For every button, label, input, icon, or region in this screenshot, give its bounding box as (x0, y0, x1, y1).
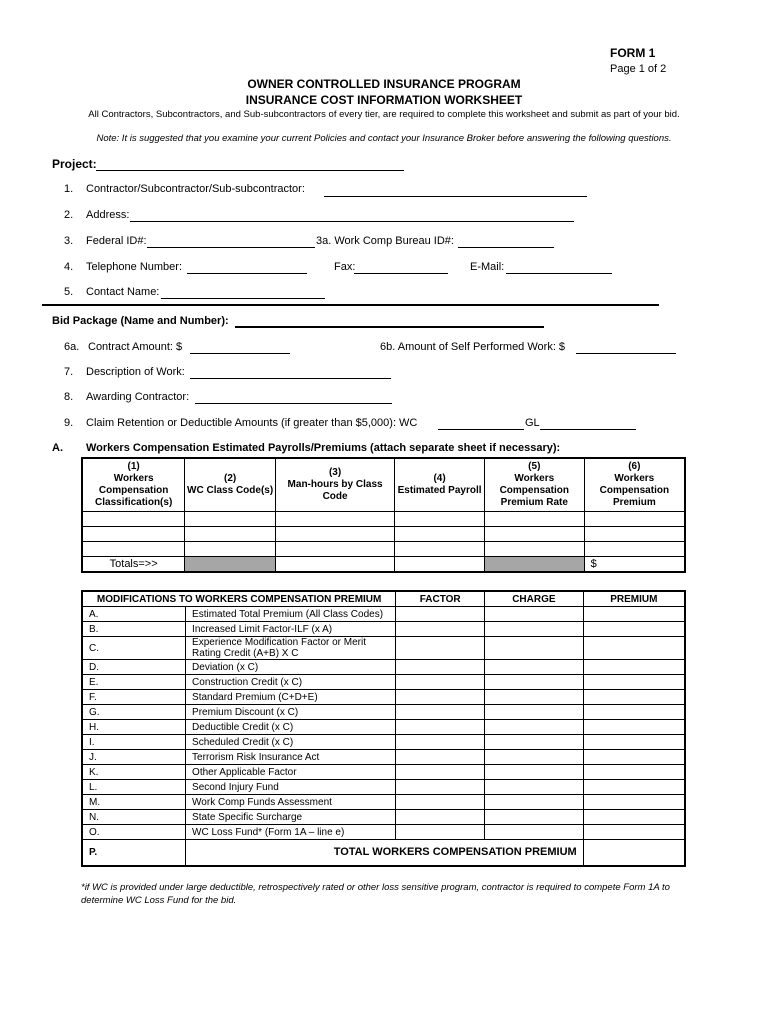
awarding-contractor-label: Awarding Contractor: (86, 391, 190, 403)
item-number: 9. (64, 417, 74, 429)
row-label: Work Comp Funds Assessment (186, 795, 396, 810)
charge-cell[interactable] (485, 765, 584, 780)
table-cell[interactable] (484, 541, 584, 556)
charge-cell[interactable] (485, 780, 584, 795)
project-field[interactable] (96, 170, 404, 171)
factor-cell[interactable] (396, 660, 485, 675)
premium-cell[interactable] (583, 780, 685, 795)
row-label: Experience Modification Factor or Merit Rating Credit (A+B) X C (186, 637, 396, 660)
premium-cell[interactable] (583, 765, 685, 780)
item-number: 3. (64, 235, 74, 247)
charge-cell[interactable] (485, 660, 584, 675)
self-performed-field[interactable] (576, 353, 676, 354)
factor-cell[interactable] (396, 675, 485, 690)
charge-cell[interactable] (485, 735, 584, 750)
total-premium-label: TOTAL WORKERS COMPENSATION PREMIUM (186, 840, 584, 866)
item-number: 2. (64, 209, 74, 221)
row-letter: D. (82, 660, 186, 675)
email-label: E-Mail: (470, 261, 505, 273)
premium-cell[interactable] (583, 675, 685, 690)
premium-cell[interactable] (583, 622, 685, 637)
col-number: (5) (528, 460, 541, 472)
charge-header: CHARGE (485, 591, 584, 607)
charge-cell[interactable] (485, 622, 584, 637)
charge-cell[interactable] (485, 750, 584, 765)
row-label: Other Applicable Factor (186, 765, 396, 780)
item-number: 4. (64, 261, 74, 273)
factor-cell[interactable] (396, 607, 485, 622)
factor-header: FACTOR (396, 591, 485, 607)
address-field[interactable] (130, 221, 574, 222)
modification-row (82, 720, 685, 735)
total-premium-cell[interactable]: $ (584, 556, 685, 572)
row-label: Terrorism Risk Insurance Act (186, 750, 396, 765)
email-field[interactable] (506, 273, 612, 274)
premium-cell[interactable] (583, 825, 685, 840)
table-cell[interactable] (82, 511, 185, 526)
row-label: Deductible Credit (x C) (186, 720, 396, 735)
contract-amount-field[interactable] (190, 353, 290, 354)
charge-cell[interactable] (485, 720, 584, 735)
form-title: OWNER CONTROLLED INSURANCE PROGRAM (247, 77, 521, 91)
totals-label: Totals=>> (82, 556, 185, 572)
col-number: (4) (433, 472, 446, 484)
col-header (395, 458, 485, 511)
modification-row (82, 622, 685, 637)
factor-cell[interactable] (396, 622, 485, 637)
section-letter: A. (52, 442, 63, 454)
form-subtitle: INSURANCE COST INFORMATION WORKSHEET (245, 93, 523, 107)
item-number: 8. (64, 391, 74, 403)
row-letter: G. (82, 705, 186, 720)
premium-cell[interactable] (583, 750, 685, 765)
contact-name-field[interactable] (161, 298, 325, 299)
premium-cell[interactable] (583, 810, 685, 825)
factor-cell[interactable] (396, 780, 485, 795)
modification-row (82, 705, 685, 720)
col-header (185, 458, 276, 511)
row-letter: J. (82, 750, 186, 765)
form-number: FORM 1 (610, 46, 656, 60)
row-letter: K. (82, 765, 186, 780)
table-cell[interactable] (275, 511, 394, 526)
premium-cell[interactable] (583, 637, 685, 660)
col-number: (1) (127, 460, 140, 472)
section-divider (42, 304, 659, 306)
modification-row (82, 795, 685, 810)
row-letter: H. (82, 720, 186, 735)
table-cell[interactable] (584, 526, 685, 541)
section-a-title: Workers Compensation Estimated Payrolls/Premiums (attach separate sheet if necessary): (86, 442, 561, 454)
contractor-field[interactable] (324, 196, 587, 197)
table-cell[interactable] (484, 511, 584, 526)
col-title: Workers Compensation Premium (599, 472, 670, 508)
col-header (275, 458, 394, 511)
table-row[interactable] (82, 541, 685, 556)
premium-cell[interactable] (583, 735, 685, 750)
total-premium-row (82, 840, 685, 866)
row-label: State Specific Surcharge (186, 810, 396, 825)
col-title: WC Class Code(s) (187, 484, 274, 496)
table-row[interactable] (82, 526, 685, 541)
table-cell[interactable] (82, 541, 185, 556)
table-cell[interactable] (395, 556, 485, 572)
description-field[interactable] (190, 378, 391, 379)
col-header (584, 458, 685, 511)
factor-cell[interactable] (396, 795, 485, 810)
total-premium-cell[interactable] (583, 840, 685, 866)
row-label: Construction Credit (x C) (186, 675, 396, 690)
contract-amount-label: Contract Amount: $ (88, 341, 183, 353)
row-label: Premium Discount (x C) (186, 705, 396, 720)
table-cell[interactable] (395, 526, 485, 541)
bid-package-field[interactable] (235, 326, 544, 328)
col-number: (3) (328, 466, 342, 478)
modification-row (82, 780, 685, 795)
wc-retention-field[interactable] (438, 429, 524, 430)
payroll-header-row (82, 458, 685, 511)
row-label: Increased Limit Factor-ILF (x A) (186, 622, 396, 637)
item-number: 7. (64, 366, 74, 378)
factor-cell[interactable] (396, 735, 485, 750)
bid-package-label: Bid Package (Name and Number): (52, 315, 229, 327)
row-letter: N. (82, 810, 186, 825)
col-title: Man-hours by Class Code (287, 478, 383, 502)
modification-row (82, 690, 685, 705)
item-number: 6a. (64, 341, 80, 353)
factor-cell[interactable] (396, 637, 485, 660)
modification-row (82, 675, 685, 690)
table-cell[interactable] (185, 511, 276, 526)
charge-cell[interactable] (485, 690, 584, 705)
fax-field[interactable] (354, 273, 448, 274)
table-cell[interactable] (185, 541, 276, 556)
col-number: (6) (628, 460, 641, 472)
page-number: Page 1 of 2 (610, 63, 667, 75)
modification-row (82, 637, 685, 660)
modifications-header: MODIFICATIONS TO WORKERS COMPENSATION PREMIUM (82, 591, 396, 607)
table-cell[interactable] (275, 556, 394, 572)
charge-cell[interactable] (485, 675, 584, 690)
charge-cell[interactable] (485, 825, 584, 840)
fax-label: Fax: (334, 261, 356, 273)
table-row[interactable] (82, 511, 685, 526)
table-cell[interactable] (185, 526, 276, 541)
row-letter: C. (82, 637, 186, 660)
col-title: Workers Compensation Premium Rate (499, 472, 570, 508)
row-letter: M. (82, 795, 186, 810)
col-header (484, 458, 584, 511)
col-title: Workers Compensation Classification(s) (95, 472, 173, 508)
awarding-contractor-field[interactable] (195, 403, 392, 404)
factor-cell[interactable] (396, 810, 485, 825)
premium-cell[interactable] (583, 720, 685, 735)
claim-retention-label: Claim Retention or Deductible Amounts (if greater than $5,000): WC (86, 417, 418, 429)
telephone-label: Telephone Number: (86, 261, 183, 273)
modification-row (82, 825, 685, 840)
row-letter: I. (82, 735, 186, 750)
table-cell[interactable] (82, 526, 185, 541)
contact-name-label: Contact Name: (86, 286, 160, 298)
premium-cell[interactable] (583, 607, 685, 622)
modification-row (82, 750, 685, 765)
row-label: Standard Premium (C+D+E) (186, 690, 396, 705)
modifications-header-row (82, 591, 685, 607)
payroll-table (81, 457, 686, 573)
footnote: *if WC is provided under large deductible, retrospectively rated or other loss sensitive program, contractor is required to compete Form 1A to determine WC Loss Fund for the bid. (81, 882, 670, 906)
charge-cell[interactable] (485, 705, 584, 720)
modification-row (82, 607, 685, 622)
row-label: Scheduled Credit (x C) (186, 735, 396, 750)
row-letter: B. (82, 622, 186, 637)
table-cell[interactable] (275, 526, 394, 541)
federal-id-label: Federal ID#: (86, 235, 147, 247)
table-cell[interactable] (484, 526, 584, 541)
work-comp-bureau-label: 3a. Work Comp Bureau ID#: (316, 235, 454, 247)
telephone-field[interactable] (187, 273, 307, 274)
factor-cell[interactable] (396, 765, 485, 780)
item-number: 5. (64, 286, 74, 298)
row-letter: A. (82, 607, 186, 622)
federal-id-field[interactable] (147, 247, 315, 248)
totals-row (82, 556, 685, 572)
row-label: Second Injury Fund (186, 780, 396, 795)
table-cell[interactable] (395, 511, 485, 526)
row-label: WC Loss Fund* (Form 1A – line e) (186, 825, 396, 840)
modification-row (82, 735, 685, 750)
charge-cell[interactable] (485, 637, 584, 660)
self-performed-label: 6b. Amount of Self Performed Work: $ (380, 341, 566, 353)
col-number: (2) (223, 472, 237, 484)
description-label: Description of Work: (86, 366, 185, 378)
contractor-label: Contractor/Subcontractor/Sub-subcontractor: (86, 183, 305, 195)
row-letter: O. (82, 825, 186, 840)
shaded-cell (484, 556, 584, 572)
col-title: Estimated Payroll (397, 484, 482, 496)
project-label: Project: (52, 157, 97, 171)
factor-cell[interactable] (396, 720, 485, 735)
premium-header: PREMIUM (583, 591, 685, 607)
premium-cell[interactable] (583, 660, 685, 675)
modification-row (82, 660, 685, 675)
row-letter: F. (82, 690, 186, 705)
row-letter: L. (82, 780, 186, 795)
row-label: Deviation (x C) (186, 660, 396, 675)
row-letter: E. (82, 675, 186, 690)
intro-text: All Contractors, Subcontractors, and Sub-subcontractors of every tier, are required to complete this worksheet and submit as part of your bid. (88, 109, 680, 120)
factor-cell[interactable] (396, 825, 485, 840)
address-label: Address: (86, 209, 130, 221)
shaded-cell (185, 556, 276, 572)
gl-retention-field[interactable] (540, 429, 636, 430)
factor-cell[interactable] (396, 705, 485, 720)
item-number: 1. (64, 183, 74, 195)
charge-cell[interactable] (485, 795, 584, 810)
col-header (82, 458, 185, 511)
row-letter: P. (82, 840, 186, 866)
work-comp-bureau-field[interactable] (458, 247, 554, 248)
table-cell[interactable] (395, 541, 485, 556)
table-cell[interactable] (584, 541, 685, 556)
note-text: Note: It is suggested that you examine your current Policies and contact your Insurance Broker before answering the following questions. (96, 133, 672, 144)
premium-cell[interactable] (583, 690, 685, 705)
row-label: Estimated Total Premium (All Class Codes) (186, 607, 396, 622)
modification-row (82, 765, 685, 780)
gl-label: GL (525, 417, 540, 429)
modifications-table (81, 590, 686, 867)
table-cell[interactable] (584, 511, 685, 526)
charge-cell[interactable] (485, 607, 584, 622)
table-cell[interactable] (275, 541, 394, 556)
modification-row (82, 810, 685, 825)
charge-cell[interactable] (485, 810, 584, 825)
factor-cell[interactable] (396, 750, 485, 765)
premium-cell[interactable] (583, 705, 685, 720)
premium-cell[interactable] (583, 795, 685, 810)
factor-cell[interactable] (396, 690, 485, 705)
